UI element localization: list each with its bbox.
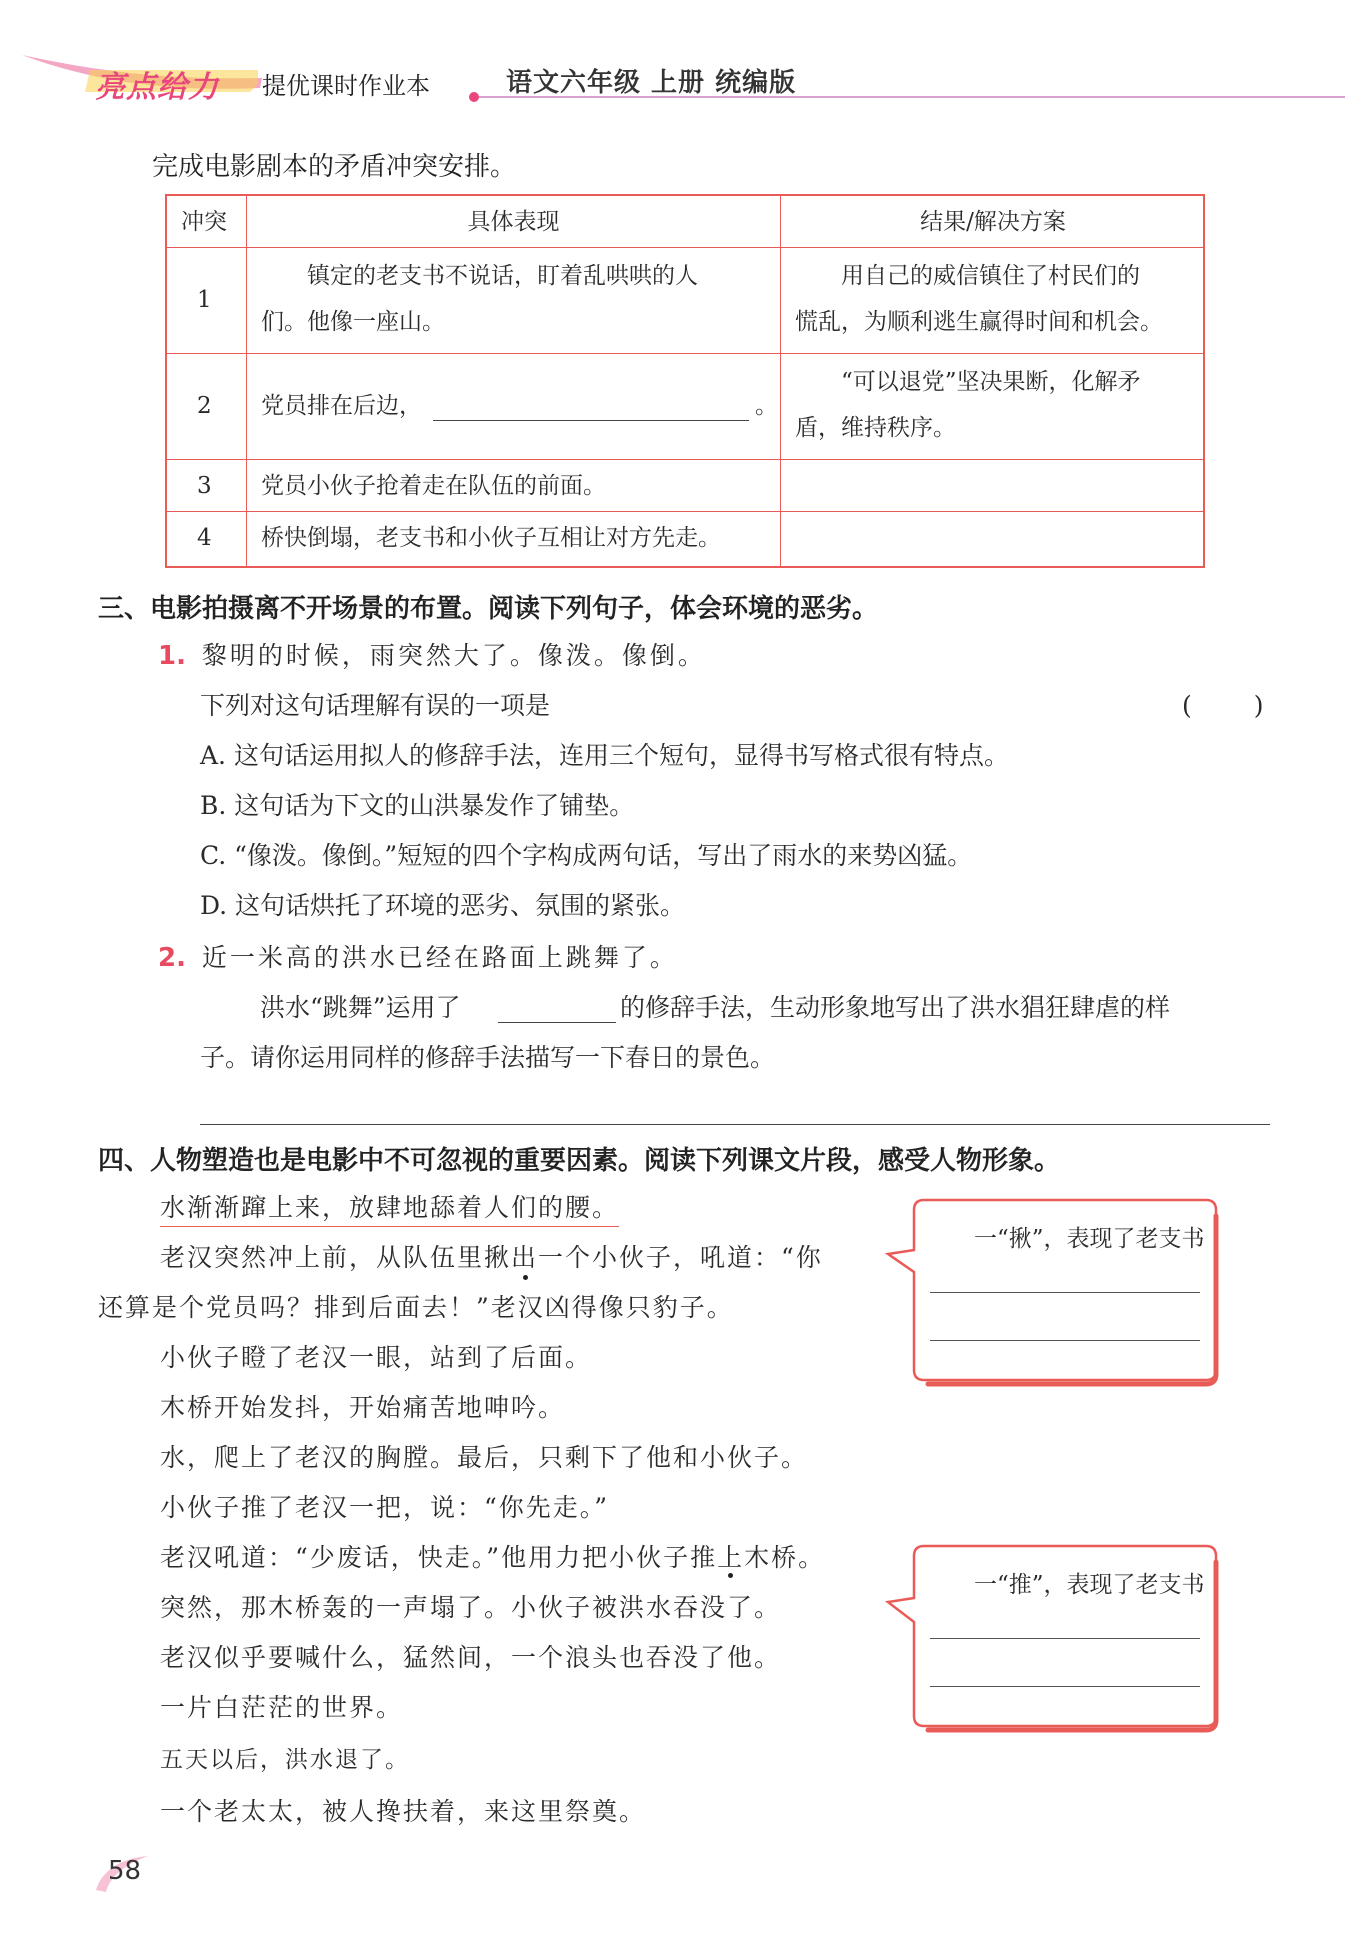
callout-answer-line[interactable] [930,1292,1200,1293]
table-row-result: “可以退党”坚决果断，化解矛 盾，维持秩序。 [781,354,1205,460]
question-2-text-a: 洪水“跳舞”运用了 [260,993,461,1022]
passage-line-underlined: 水渐渐蹿上来，放肆地舔着人们的腰。 [160,1192,619,1227]
brand-logo-text: 亮点给力 [95,70,219,105]
passage-line: 五天以后，洪水退了。 [160,1747,410,1773]
question-sentence: 黎明的时候，雨突然大了。像泼。像倒。 [201,641,706,670]
option-d[interactable]: D. 这句话烘托了环境的恶劣、氛围的紧张。 [200,891,686,920]
table-row-result-blank[interactable] [781,460,1205,512]
series-title: 提优课时作业本 [262,72,430,100]
table-row-number: 3 [167,460,247,512]
passage-line: 老汉突然冲上前，从队伍里揪出一个小伙子，吼道：“你 [160,1243,823,1272]
table-row-result: 用自己的威信镇住了村民们的 慌乱，为顺利逃生赢得时间和机会。 [781,248,1205,354]
table-row-result-blank[interactable] [781,512,1205,566]
section-4-heading: 四、人物塑造也是电影中不可忽视的重要因素。阅读下列课文片段，感受人物形象。 [98,1146,1061,1176]
question-2-text-b: 的修辞手法，生动形象地写出了洪水猖狂肆虐的样 [620,993,1171,1022]
table-instruction: 完成电影剧本的矛盾冲突安排。 [152,152,517,182]
table-row-detail: 桥快倒塌，老支书和小伙子互相让对方先走。 [247,512,781,566]
table-header-cell: 结果/解决方案 [781,196,1205,248]
passage-line: 一片白茫茫的世界。 [160,1693,404,1722]
question-2 [158,942,678,974]
table-row-number: 2 [167,354,247,460]
passage-line: 小伙子瞪了老汉一眼，站到了后面。 [160,1343,593,1372]
table-row-detail: 镇定的老支书不说话，盯着乱哄哄的人 们。他像一座山。 [247,248,781,354]
passage-line: 水，爬上了老汉的胸膛。最后，只剩下了他和小伙子。 [160,1443,809,1472]
passage-line: 老汉似乎要喊什么，猛然间，一个浪头也吞没了他。 [160,1643,782,1672]
callout-label: 一“揪”，表现了老支书 [974,1226,1205,1252]
answer-bracket[interactable]: ( ) [1182,691,1268,720]
question-2-text-c: 子。请你运用同样的修辞手法描写一下春日的景色。 [200,1043,776,1072]
conflict-table [165,194,1205,568]
emphasis-dot [728,1573,733,1578]
table-header-cell: 具体表现 [247,196,781,248]
table-row-number: 1 [167,248,247,354]
passage-line: 小伙子推了老汉一把，说：“你先走。” [160,1493,610,1522]
section-3-heading: 三、电影拍摄离不开场景的布置。阅读下列句子，体会环境的恶劣。 [98,594,879,624]
table-row-number: 4 [167,512,247,566]
table-row-detail: 党员小伙子抢着走在队伍的前面。 [247,460,781,512]
callout-answer-line[interactable] [930,1686,1200,1687]
passage-line: 还算是个党员吗？排到后面去！”老汉凶得像只豹子。 [98,1293,734,1322]
callout-answer-line[interactable] [930,1340,1200,1341]
question-sentence: 近一米高的洪水已经在路面上跳舞了。 [201,943,678,972]
subject-title: 语文六年级 上册 统编版 [506,68,797,98]
passage-line: 一个老太太，被人搀扶着，来这里祭奠。 [160,1797,647,1826]
callout-label: 一“推”，表现了老支书 [974,1572,1205,1598]
annotation-callout-1 [884,1192,1226,1388]
question-1 [158,640,706,672]
passage-line: 老汉吼道：“少废话，快走。”他用力把小伙子推上木桥。 [160,1543,826,1572]
passage-line: 突然，那木桥轰的一声塌了。小伙子被洪水吞没了。 [160,1593,782,1622]
table-header-cell: 冲突 [167,196,247,248]
emphasis-dot [523,1275,528,1280]
question-prompt: 下列对这句话理解有误的一项是 [200,691,551,720]
writing-answer-line[interactable] [200,1124,1270,1125]
callout-answer-line[interactable] [930,1638,1200,1639]
option-c[interactable]: C. “像泼。像倒。”短短的四个字构成两句话，写出了雨水的来势凶猛。 [200,841,973,870]
annotation-callout-2 [884,1538,1226,1734]
option-a[interactable]: A. 这句话运用拟人的修辞手法，连用三个短句，显得书写格式很有特点。 [200,741,1009,770]
answer-blank[interactable] [433,420,749,421]
question-number: 1. [158,641,186,671]
option-b[interactable]: B. 这句话为下文的山洪暴发作了铺垫。 [200,791,635,820]
table-row-detail: 党员排在后边， 。 [247,354,781,460]
page-header [0,0,1350,120]
page-number: 58 [108,1856,142,1886]
question-number: 2. [158,943,186,973]
passage-line: 木桥开始发抖，开始痛苦地呻吟。 [160,1393,566,1422]
rhetoric-answer-blank[interactable] [498,1022,616,1023]
